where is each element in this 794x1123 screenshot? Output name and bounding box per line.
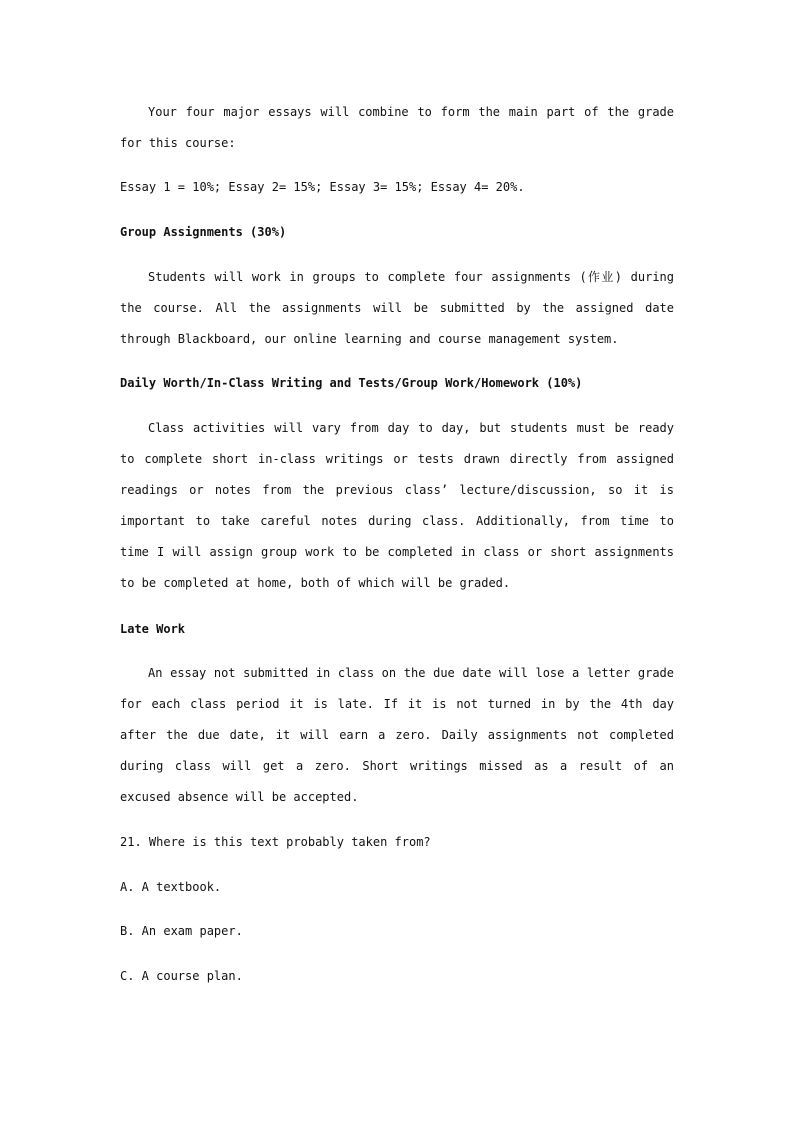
group-assignments-paragraph: Students will work in groups to complete four assignments (作业) during the course. All the assignments will be submitted by the assigned date through Blackboard, our online learning and course management system. bbox=[120, 270, 674, 346]
essay-weights-line: Essay 1 = 10%; Essay 2= 15%; Essay 3= 15%; Essay 4= 20%. bbox=[120, 180, 525, 194]
essays-intro-paragraph: Your four major essays will combine to form the main part of the grade for this course: bbox=[120, 105, 674, 150]
late-work-paragraph: An essay not submitted in class on the due date will lose a letter grade for each class period it is late. If it is not turned in by the 4th day after the due date, it will earn a zero. Daily assignments not completed during class will get a zero. Short writings missed as a result of an excused absence will be accepted. bbox=[120, 666, 674, 804]
daily-worth-heading: Daily Worth/In-Class Writing and Tests/Group Work/Homework (10%) bbox=[120, 376, 583, 390]
question-option-b: B. An exam paper. bbox=[120, 924, 243, 938]
daily-worth-paragraph: Class activities will vary from day to day, but students must be ready to complete short in-class writings or tests drawn directly from assigned readings or notes from the previous class’ lecture/discussion, so it is important to take careful notes during class. Additionally, from time to time I will assign group work to be completed in class or short assignments to be completed at home, both of which will be graded. bbox=[120, 421, 674, 590]
group-assignments-heading: Group Assignments (30%) bbox=[120, 225, 287, 239]
question-option-a: A. A textbook. bbox=[120, 880, 222, 894]
question-option-c: C. A course plan. bbox=[120, 969, 243, 983]
question-stem: 21. Where is this text probably taken from? bbox=[120, 835, 431, 849]
late-work-heading: Late Work bbox=[120, 622, 186, 636]
